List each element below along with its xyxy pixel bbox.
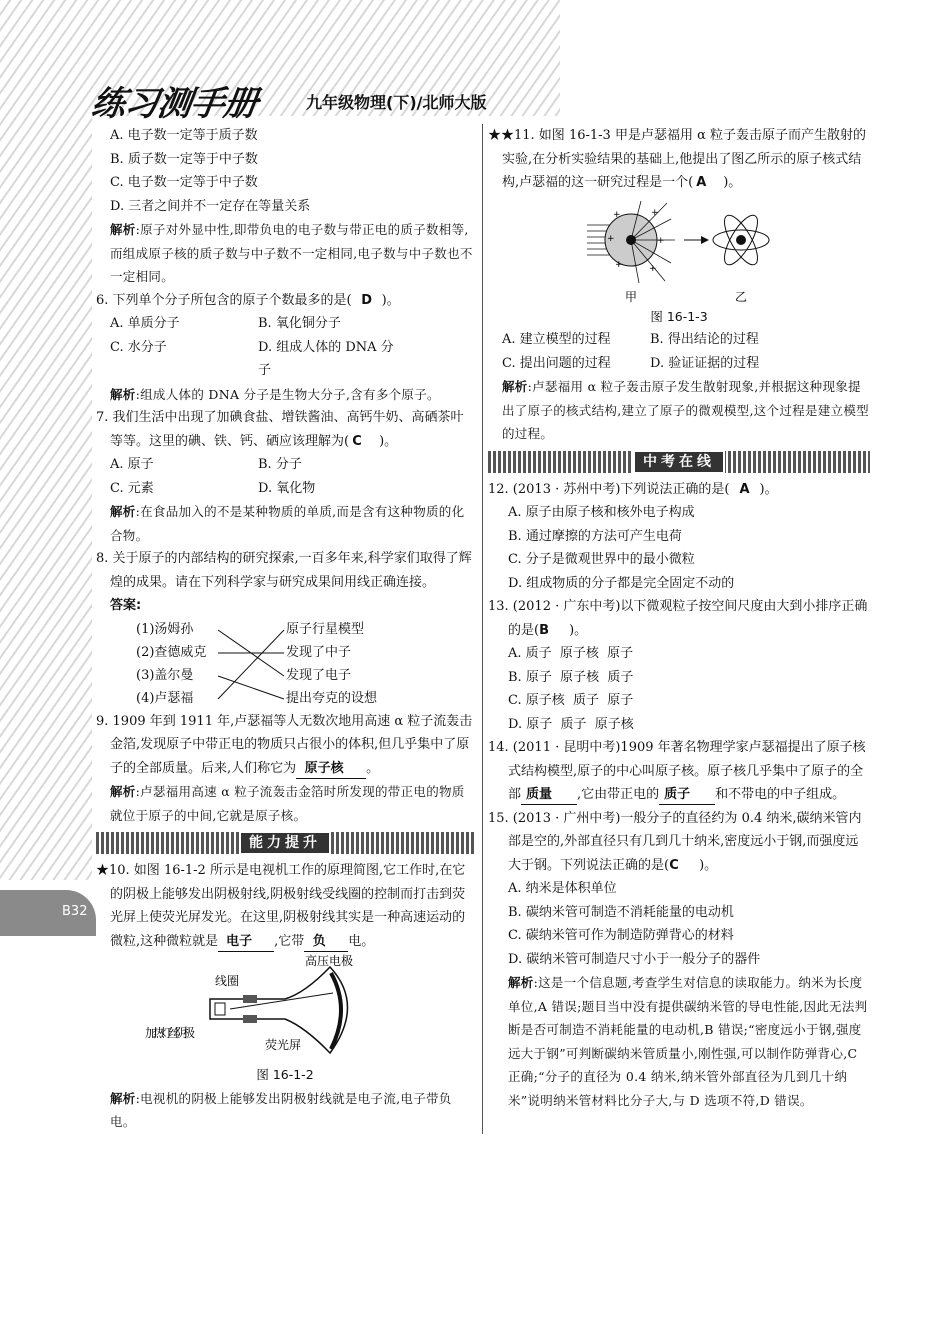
match-left-1: (1)汤姆孙 [136,621,194,637]
analysis-text: :在食品加入的不是某种物质的单质,而是含有这种物质的化合物。 [110,504,465,543]
match-left-4: (4)卢瑟福 [136,690,194,706]
question-end: )。 [569,622,588,638]
match-left-3: (3)盖尔曼 [136,667,194,683]
q13-option-b: B. 原子 原子核 质子 [508,669,634,685]
answer: A [696,175,707,190]
q5-analysis [96,218,474,289]
q15-option-d: D. 碳纳米管可制造尺寸小于一般分子的器件 [508,951,761,967]
fig-16-1-3-scattering-diagram [579,195,779,305]
q9-stem [96,710,474,781]
option-b: B. 得出结论的过程 [650,332,759,347]
left-column [96,124,474,1134]
option-a: A. 单质分子 [110,316,180,331]
question-text: 15. (2013 · 广州中考)一般分子的直径约为 0.4 纳米,碳纳米管内部是空的,外部直径只有几到几十纳米,密度远小于钢,而强度远大于钢。下列说法正确的是( [488,810,862,873]
q6-stem [96,289,474,313]
svg-text:+: + [649,263,657,274]
analysis-text: :电视机的阴极上能够发出阴极射线就是电子流,电子带负电。 [110,1090,452,1129]
q5-option-b: B. 质子数一定等于中子数 [110,151,258,167]
option-c: C. 元素 [110,480,154,496]
analysis-text: :组成人体的 DNA 分子是生物大分子,含有多个原子。 [135,386,440,402]
q8-answer-label [96,594,474,618]
answer: C [352,433,362,449]
q9-analysis [96,780,474,827]
question-end: 。 [366,760,380,776]
fig-16-1-3-caption: 图 16-1-3 [650,308,708,324]
option-a: A. 原子 [110,457,154,472]
option-d: D. 验证证据的过程 [650,355,760,371]
q11-analysis [488,375,870,446]
question-end: )。 [723,175,742,190]
q5-option-a: A. 电子数一定等于质子数 [110,128,258,143]
q14-blank-1: 质量 [521,786,577,805]
q11-options-row2 [488,352,870,376]
cathode-heater [215,1003,225,1015]
question-mid: ,它由带正电的 [577,787,660,802]
question-text: ★★11. 如图 16-1-3 甲是卢瑟福用 α 粒子轰击原子而产生散射的实验,在分析实验结果的基础上,他提出了图乙所示的原子核式结构,卢瑟福的这一研究过程是一个( [488,128,866,190]
q8-matching [136,618,474,710]
atom-nucleus [736,235,746,245]
analysis-label: 解析 [508,975,534,990]
q12-option-c: C. 分子是微观世界中的最小微粒 [508,552,695,567]
page-number: B32 [62,904,88,919]
analysis-label: 解析 [110,222,136,237]
option-d: D. 组成人体的 DNA 分子 [258,339,394,378]
svg-text:+: + [657,235,665,246]
question-end: )。 [699,857,718,873]
q13-option-c: C. 原子核 质子 原子 [508,693,634,708]
book-logo: 练习测手册 [88,84,260,124]
q15-option-b: B. 碳纳米管可制造不消耗能量的电动机 [508,904,734,920]
analysis-label: 解析 [110,386,136,402]
arrow-head [701,236,709,244]
analysis-text: :卢瑟福用高速 α 粒子流轰击金箔时所发现的带正电的物质就位于原子的中间,它就是原子核。 [110,784,465,823]
question-text: 12. (2013 · 苏州中考)下列说法正确的是( [488,481,730,497]
label-screen: 荧光屏 [265,1038,302,1052]
q11-stem [488,124,870,195]
match-left-2: (2)查德威克 [136,644,207,660]
question-end: 和不带电的中子组成。 [715,787,846,802]
label-coil: 线圈 [215,974,240,988]
q14-stem [488,736,870,807]
section-banner-ability [96,832,474,854]
label-high-voltage: 高压电极 [305,954,354,968]
question-end: )。 [381,292,400,308]
page-number-tab [0,890,96,936]
q7-analysis [96,500,474,547]
analysis-label: 解析 [502,379,528,394]
fig-16-1-2-caption: 图 16-1-2 [256,1067,314,1082]
q7-stem [96,406,474,453]
q13-stem [488,595,870,642]
q15-stem [488,807,870,878]
match-lines [216,618,286,710]
question-text: ★10. 如图 16-1-2 所示是电视机工作的原理简图,它工作时,在它的阴极上能够发出阴极射线,阴极射线受线圈的控制而打击到荧光屏上使荧光屏发光。在这里,阴极射线其实是一种高速运动的微粒,这种微粒就是 [96,863,466,949]
fig-16-1-2-crt-diagram [145,953,415,1063]
question-end: )。 [759,481,778,497]
answer: B [539,622,550,638]
q11-options-row1 [488,328,870,352]
option-d: D. 氧化物 [258,480,316,496]
match-right-2: 发现了中子 [286,644,352,660]
option-c: C. 水分子 [110,339,167,355]
label-heater-cathode: 加热灯丝阴极 [145,1026,195,1040]
analysis-text: :这是一个信息题,考查学生对信息的读取能力。纳米为长度单位,A 错误;题目当中没有提供碳纳米管的导电性能,因此无法判断是否可制造不消耗能量的电动机,B 错误;“密度远小于钢,强度远大于钢”可判断碳纳米管质量小,刚性强,可以制作防弹背心,C 正确;“分子的直径为 0.4 纳米,纳米管外部直径为几到几十纳米”说明纳米管材料比分子大,与 D 选项不符,D 错误。 [508,975,868,1108]
question-end: )。 [379,433,398,449]
q15-option-a: A. 纳米是体积单位 [508,881,617,896]
analysis-text: :原子对外显中性,即带负电的电子数与带正电的质子数相等,而组成原子核的质子数与中子数不一定相同,电子数与中子数也不一定相同。 [110,222,473,284]
coil-upper [243,995,257,1003]
q12-option-d: D. 组成物质的分子都是完全固定不动的 [508,575,735,591]
q10-analysis [96,1087,474,1134]
book-subtitle: 九年级物理(下)/北师大版 [306,93,487,112]
q6-options-row2 [96,336,474,383]
q13-option-d: D. 原子 质子 原子核 [508,716,634,732]
q6-options-row1 [96,312,474,336]
q5-option-c: C. 电子数一定等于中子数 [110,175,258,190]
option-a: A. 建立模型的过程 [502,332,611,347]
option-b: B. 分子 [258,457,302,472]
section-banner-exam [488,451,870,473]
question-text: 6. 下列单个分子所包含的原子个数最多的是( [96,292,352,308]
banner-title: 能力提升 [239,831,331,855]
answer: C [669,857,679,873]
question-text: 9. 1909 年到 1911 年,卢瑟福等人无数次地用高速 α 粒子流轰击金箔,发现原子中带正电的物质只占很小的体积,但几乎集中了原子的全部质量。后来,人们称它为 [96,713,473,776]
q13-option-a: A. 质子 原子核 原子 [508,646,634,661]
q10-blank-1: 电子 [218,933,274,952]
svg-text:+: + [651,207,659,218]
banner-title: 中考在线 [633,450,725,474]
match-right-4: 提出夸克的设想 [286,690,378,706]
question-text: 14. (2011 · 昆明中考)1909 年著名物理学家卢瑟福提出了原子核式结构模型,原子的中心叫原子核。原子核几乎集中了原子的全部 [488,740,866,802]
q12-stem [488,478,870,502]
q12-option-b: B. 通过摩擦的方法可产生电荷 [508,528,682,544]
svg-text:+: + [615,259,623,270]
q12-option-a: A. 原子由原子核和核外电子构成 [508,505,695,520]
question-text: 13. (2012 · 广东中考)以下微观粒子按空间尺度由大到小排序正确的是( [488,599,868,638]
q8-stem: 8. 关于原子的内部结构的研究探索,一百多年来,科学家们取得了辉煌的成果。请在下列科学家与研究成果间用线正确连接。 [96,551,472,590]
coil-lower [243,1015,257,1023]
analysis-label: 解析 [110,504,136,519]
label-jia: 甲 [625,289,638,304]
match-right-3: 发现了电子 [286,667,352,683]
analysis-text: :卢瑟福用 α 粒子轰击原子发生散射现象,并根据这种现象提出了原子的核式结构,建立了原子的微观模型,这个过程是建立模型的过程。 [502,379,869,441]
question-mid: ,它带 [274,933,305,949]
option-c: C. 提出问题的过程 [502,355,611,371]
question-text: 7. 我们生活中出现了加碘食盐、增铁酱油、高钙牛奶、高硒茶叶等等。这里的碘、铁、钙、硒应该理解为( [96,410,464,449]
option-b: B. 氧化铜分子 [258,316,341,331]
analysis-label: 解析 [110,784,136,799]
match-right-1: 原子行星模型 [286,621,365,637]
q15-analysis [488,971,870,1112]
right-column [488,124,870,1112]
q7-options-row2 [96,477,474,501]
q10-stem [96,859,474,953]
q15-option-c: C. 碳纳米管可作为制造防弹背心的材料 [508,928,734,943]
answer-label: 答案: [110,598,142,613]
answer: D [361,292,372,308]
q6-analysis [96,383,474,407]
question-end: 电。 [348,933,375,949]
analysis-label: 解析 [110,1090,136,1106]
answer: A [739,481,750,497]
svg-text:+: + [613,209,621,220]
q5-option-d: D. 三者之间并不一定存在等量关系 [110,198,311,214]
label-yi: 乙 [735,289,748,304]
q9-blank: 原子核 [296,760,366,779]
page-header [88,72,552,124]
column-divider [482,124,483,1134]
q10-blank-2: 负 [304,933,348,952]
q14-blank-2: 质子 [659,786,715,805]
svg-text:+: + [607,233,615,244]
q7-options-row1 [96,453,474,477]
